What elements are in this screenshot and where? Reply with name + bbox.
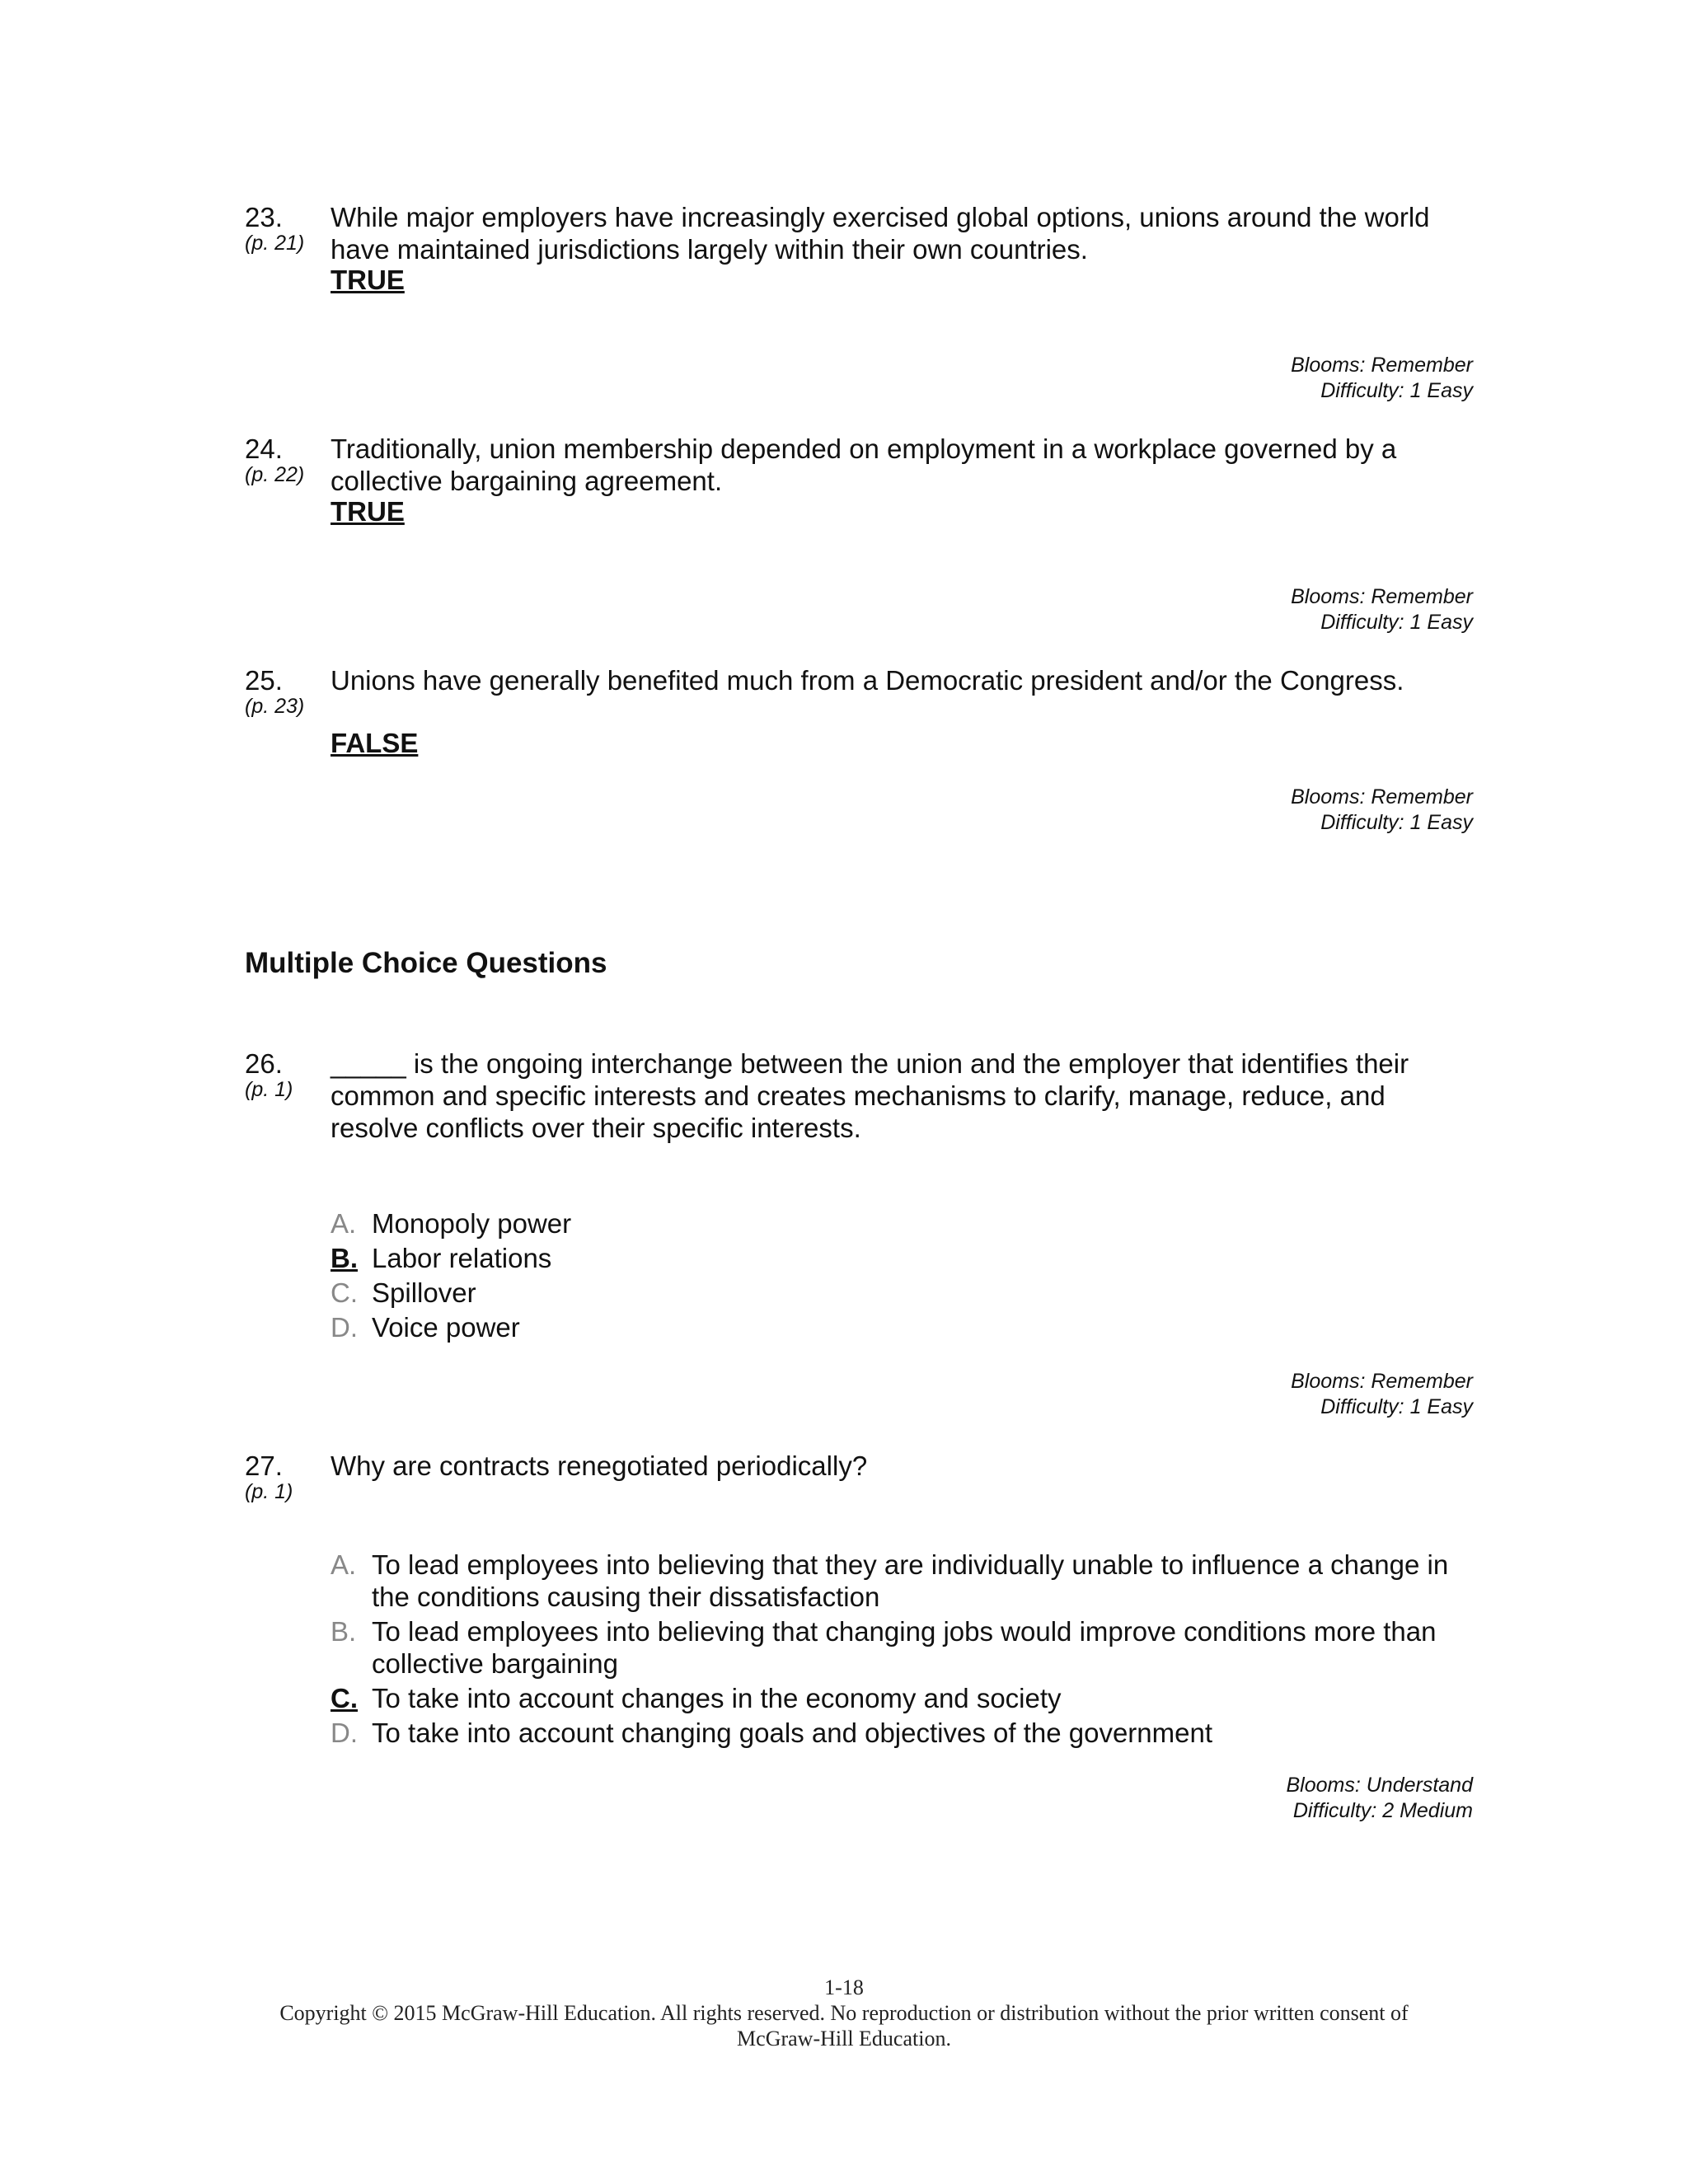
choice-c	[331, 1682, 1468, 1714]
answer-choices	[331, 1549, 1468, 1751]
question-text: Traditionally, union membership depended on employment in a workplace governed by a collective bargaining agreement.	[331, 434, 1397, 496]
choice-d	[331, 1717, 1468, 1749]
choice-letter: B.	[331, 1243, 358, 1273]
answer-key: TRUE	[331, 265, 405, 295]
question-text: While major employers have increasingly exercised global options, unions around the world have maintained jurisdictions largely within their own countries.	[331, 202, 1430, 265]
question-metadata	[978, 1369, 1473, 1420]
choice-text: Voice power	[372, 1312, 520, 1343]
difficulty-level: Difficulty: 2 Medium	[1292, 1799, 1473, 1822]
blooms-level: Blooms: Remember	[1291, 585, 1473, 608]
page-reference: (p. 1)	[245, 1480, 293, 1503]
question-number: 25.	[245, 665, 283, 696]
blooms-level: Blooms: Remember	[1291, 354, 1473, 377]
answer-choices	[331, 1207, 1468, 1346]
difficulty-level: Difficulty: 1 Easy	[1320, 379, 1473, 402]
choice-d	[331, 1311, 1468, 1343]
choice-letter: A.	[331, 1549, 357, 1580]
page-reference: (p. 1)	[245, 1078, 293, 1101]
question-metadata	[978, 1773, 1473, 1824]
copyright-line: McGraw-Hill Education.	[737, 2027, 951, 2050]
choice-text: To take into account changes in the economy and society	[372, 1683, 1062, 1713]
choice-text: To lead employees into believing that they are individually unable to influence a change in the conditions causing their dissatisfaction	[372, 1549, 1449, 1612]
question-number: 27.	[245, 1451, 283, 1481]
choice-letter: B.	[331, 1616, 357, 1647]
page-reference: (p. 22)	[245, 463, 305, 486]
choice-a	[331, 1549, 1468, 1613]
question-text: _____ is the ongoing interchange between the union and the employer that identifies their common and specific interests and creates mechanisms to clarify, manage, reduce, and resolve conflicts over their specific interests.	[331, 1048, 1409, 1143]
page-footer	[0, 1975, 1688, 2051]
question-metadata	[978, 785, 1473, 836]
choice-letter: D.	[331, 1312, 358, 1343]
question-number: 23.	[245, 202, 283, 232]
section-title: Multiple Choice Questions	[245, 947, 607, 979]
page-number: 1-18	[824, 1975, 864, 1999]
blooms-level: Blooms: Remember	[1291, 1370, 1473, 1393]
choice-letter: D.	[331, 1718, 358, 1748]
choice-letter: C.	[331, 1277, 358, 1308]
choice-letter: A.	[331, 1208, 357, 1239]
question-text: Unions have generally benefited much from a Democratic president and/or the Congress.	[331, 665, 1404, 696]
choice-c	[331, 1277, 1468, 1309]
choice-b	[331, 1242, 1468, 1274]
blooms-level: Blooms: Remember	[1291, 785, 1473, 808]
difficulty-level: Difficulty: 1 Easy	[1320, 1395, 1473, 1418]
difficulty-level: Difficulty: 1 Easy	[1320, 611, 1473, 634]
choice-text: Spillover	[372, 1277, 476, 1308]
question-number: 26.	[245, 1048, 283, 1079]
choice-text: Labor relations	[372, 1243, 552, 1273]
question-number: 24.	[245, 434, 283, 464]
answer-key: FALSE	[331, 728, 419, 758]
choice-b	[331, 1615, 1468, 1680]
choice-text: To lead employees into believing that changing jobs would improve conditions more than collective bargaining	[372, 1616, 1437, 1679]
difficulty-level: Difficulty: 1 Easy	[1320, 811, 1473, 834]
page-reference: (p. 21)	[245, 232, 305, 255]
question-metadata	[978, 353, 1473, 404]
choice-text: Monopoly power	[372, 1208, 572, 1239]
page-reference: (p. 23)	[245, 695, 305, 718]
blooms-level: Blooms: Understand	[1286, 1774, 1473, 1797]
choice-letter: C.	[331, 1683, 358, 1713]
question-text: Why are contracts renegotiated periodically?	[331, 1451, 868, 1481]
choice-text: To take into account changing goals and objectives of the government	[372, 1718, 1213, 1748]
question-metadata	[978, 584, 1473, 635]
answer-key: TRUE	[331, 496, 405, 527]
choice-a	[331, 1207, 1468, 1240]
copyright-line: Copyright © 2015 McGraw-Hill Education. All rights reserved. No reproduction or distribution without the prior written consent of	[279, 2001, 1409, 2025]
